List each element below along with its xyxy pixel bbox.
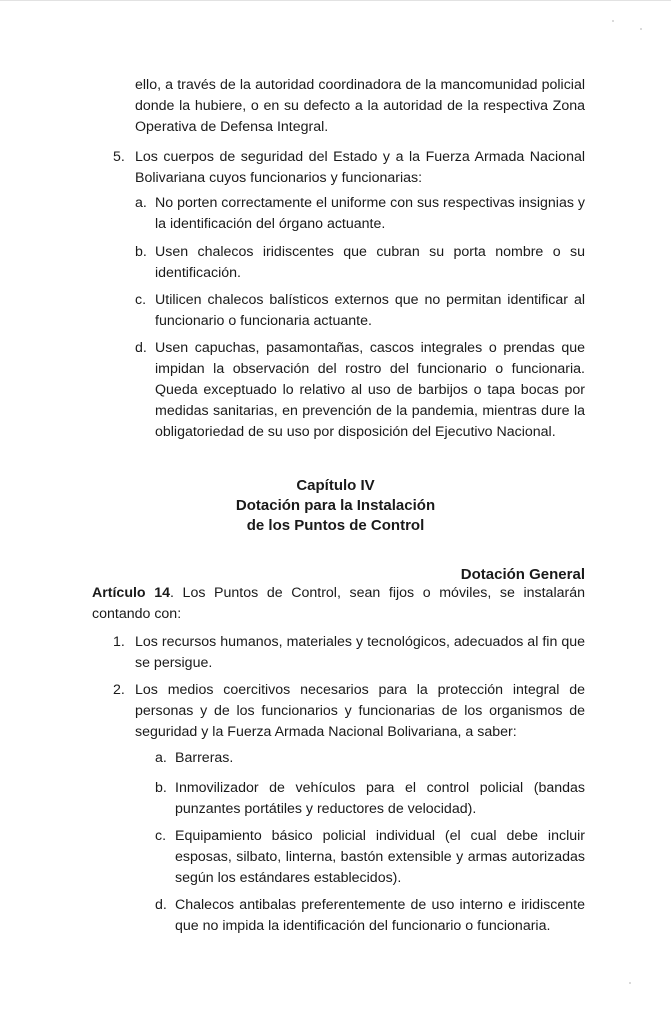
article-heading: Dotación General (460, 566, 585, 583)
sub-marker: c. (155, 828, 167, 844)
intro-paragraph: ello, a través de la autoridad coordinadora de la mancomunidad policial donde la hubiere, o en su defecto a la autoridad de la respectiva Zona Operativa de Defensa Integral. (135, 77, 585, 135)
sub-marker: d. (135, 340, 147, 356)
list-subitem: No porten correctamente el uniforme con sus respectivas insignias y la identificación del órgano actuante. (155, 195, 585, 232)
chapter-title-line1: Dotación para la Instalación (235, 497, 436, 514)
article-label: Artículo 14 (92, 585, 170, 601)
list-item: Los recursos humanos, materiales y tecnológicos, adecuados al fin que se persigue. (135, 634, 585, 671)
sub-marker: c. (135, 292, 147, 308)
chapter-number: Capítulo IV (296, 477, 375, 494)
list-subitem: Equipamiento básico policial individual (el cual debe incluir esposas, silbato, linterna, bastón extensible y armas autorizadas según los estándares establecidos). (175, 828, 585, 886)
sub-marker: a. (135, 195, 147, 211)
sub-marker: b. (155, 780, 167, 796)
chapter-title-line2: de los Puntos de Control (246, 517, 425, 534)
sub-marker: d. (155, 897, 167, 913)
list-subitem: Barreras. (175, 750, 234, 766)
sub-marker: b. (135, 244, 147, 260)
list-item-5: Los cuerpos de seguridad del Estado y a la Fuerza Armada Nacional Bolivariana cuyos funcionarios y funcionarias: (135, 149, 585, 186)
list-item: Los medios coercitivos necesarios para la protección integral de personas y de los funcionarios y funcionarias de los organismos de seguridad y la Fuerza Armada Nacional Bolivariana, a saber: (135, 682, 585, 740)
article-paragraph (92, 583, 585, 625)
list-subitem: Usen capuchas, pasamontañas, cascos integrales o prendas que impidan la observación del rostro del funcionario o funcionaria. Queda exceptuado lo relativo al uso de barbijos o tapa bocas por medidas sanitarias, en prevención de la pandemia, mientras dure la obligatoriedad de su uso por disposición del Ejecutivo Nacional. (155, 340, 585, 440)
scan-speck (629, 982, 631, 984)
list-marker: 2. (113, 682, 125, 698)
list-subitem: Usen chalecos iridiscentes que cubran su porta nombre o su identificación. (155, 244, 585, 281)
list-subitem: Utilicen chalecos balísticos externos que no permitan identificar al funcionario o funcionaria actuante. (155, 292, 585, 329)
scan-speck (640, 28, 642, 30)
list-subitem: Chalecos antibalas preferentemente de uso interno e iridiscente que no impida la identificación del funcionario o funcionaria. (175, 897, 585, 934)
scan-speck (612, 20, 614, 22)
list-marker: 5. (113, 149, 125, 165)
sub-marker: a. (155, 750, 167, 766)
list-subitem: Inmovilizador de vehículos para el control policial (bandas punzantes portátiles y reductores de velocidad). (175, 780, 585, 817)
list-marker: 1. (113, 634, 125, 650)
scan-edge-line (0, 0, 671, 1)
article-text: . Los Puntos de Control, sean fijos o móviles, se instalarán contando con: (92, 585, 585, 622)
